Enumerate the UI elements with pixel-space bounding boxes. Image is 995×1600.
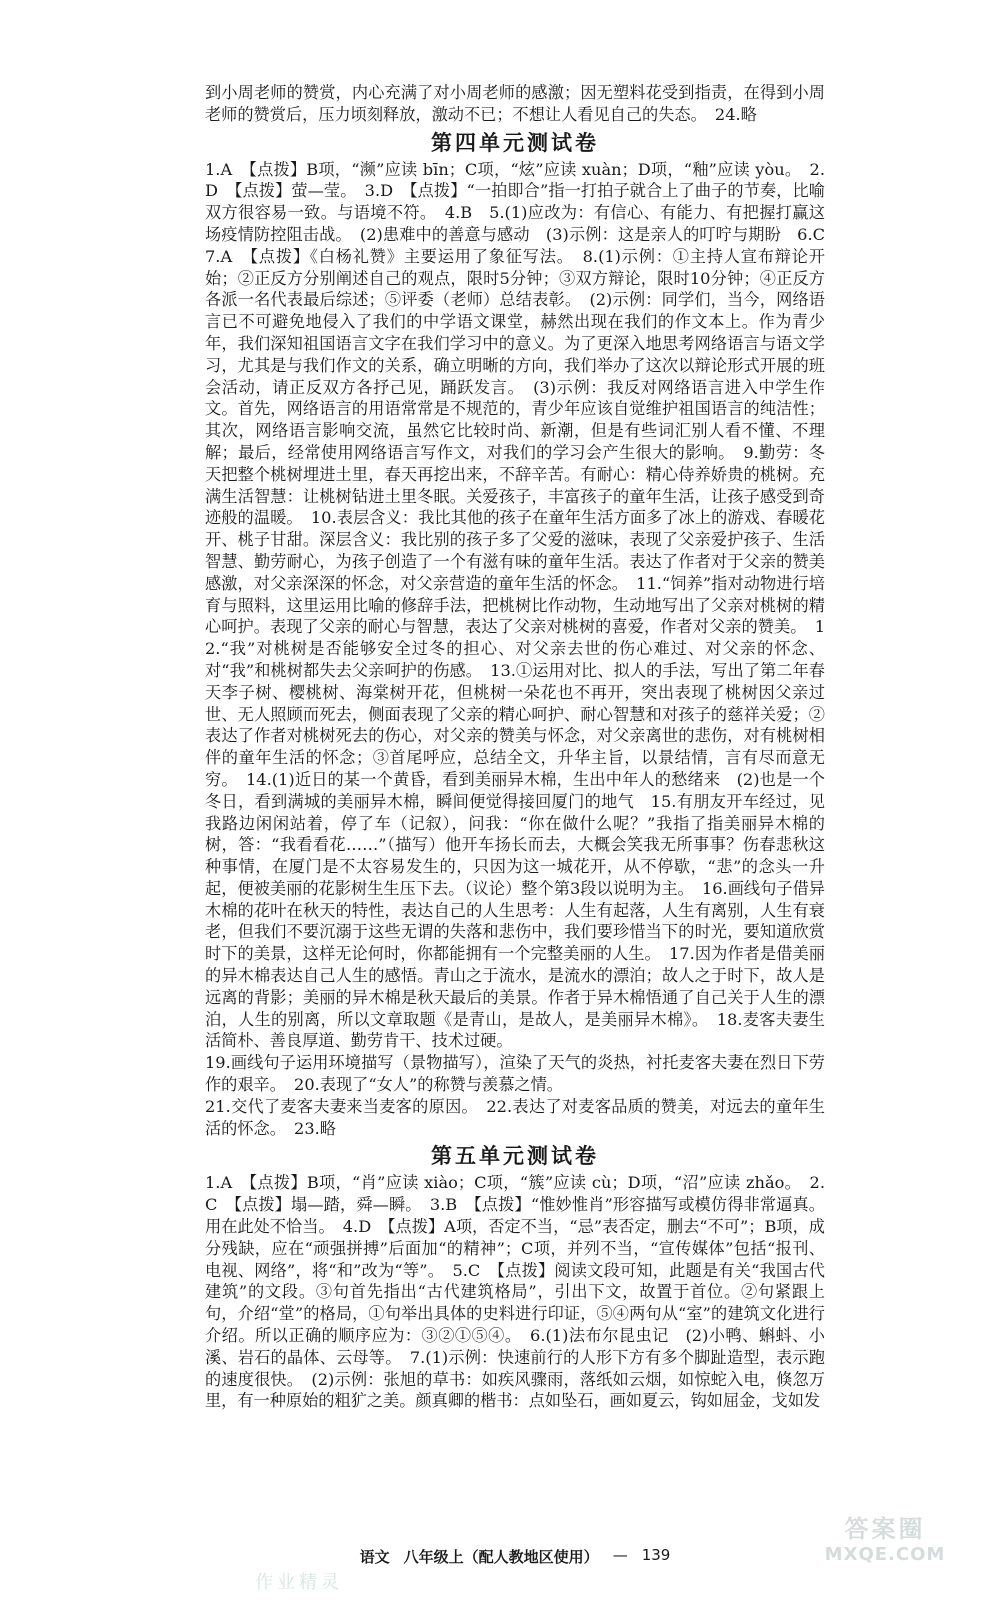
page-footer [205,1546,825,1567]
watermark-logo [815,1516,955,1572]
page-number: 139 [641,1546,671,1564]
unit4-answers-2: 19.画线句子运用环境描写（景物描写），渲染了天气的炎热，衬托麦客夫妻在烈日下劳作的艰辛。 20.表现了“女人”的称赞与羡慕之情。 [205,1053,825,1095]
unit4-title: 第四单元测试卷 [431,129,599,155]
answer-page [205,82,842,1412]
unit4-answers-3: 21.交代了麦客夫妻来当麦客的原因。 22.表达了对麦客品质的赞美，对远去的童年生活的怀念。 23.略 [205,1096,825,1138]
watermark-logo-top: 答案圈 [844,1515,926,1543]
footer-grade: 八年级上（配人教地区使用） [403,1548,599,1566]
unit5-answers: 1.A 【点拨】B项，“肖”应读 xiào；C项，“簇”应读 cù；D项，“沼”应读 zhǎo。 2.C 【点拨】塌—踏，舜—瞬。 3.B 【点拨】“惟妙惟肖”形容描写或模仿得非常逼真。用在此处不恰当。 4.D 【点拨】A项，否定不当，“忌”表否定，删去“不可”；B项，成分残缺，应在“顽强拼搏”后面加“的精神”；C项，并列不当，“宣传媒体”包括“报刊、电视、网络”，将“和”改为“等”。 5.C 【点拨】阅读文段可知，此题是有关“我国古代建筑”的文段。③句首先指出“古代建筑格局”，引出下文，故置于首位。②句紧跟上句，介绍“堂”的格局，①句举出具体的史料进行印证，⑤④两句从“室”的建筑文化进行介绍。所以正确的顺序应为：③②①⑤④。 6.(1)法布尔昆虫记 (2)小鸭、蝌蚪、小溪、岩石的晶体、云母等。 7.(1)示例：快速前行的人形下方有多个脚趾造型，表示跑的速度很快。 (2)示例：张旭的草书：如疾风骤雨，落纸如云烟，如惊蛇入电，倏忽万里，有一种原始的粗犷之美。颜真卿的楷书：点如坠石，画如夏云，钩如屈金，戈如发 [205,1173,825,1411]
footer-subject: 语文 [359,1548,390,1566]
unit5-title: 第五单元测试卷 [431,1143,599,1169]
unit4-answers: 1.A 【点拨】B项，“濒”应读 bīn；C项，“炫”应读 xuàn；D项，“釉”应读 yòu。 2.D 【点拨】萤—莹。 3.D 【点拨】“一拍即合”指一打拍子就合上了曲子的节奏，比喻双方很容易一致。与语境不符。 4.B 5.(1)应改为：有信心、有能力、有把握打赢这场疫情防控阻击战。 (2)患难中的善意与感动 (3)示例：这是亲人的叮咛与期盼 6.C 7.A 【点拨】《白杨礼赞》主要运用了象征写法。 8.(1)示例：①主持人宣布辩论开始；②正反方分别阐述自己的观点，限时5分钟；③双方辩论，限时10分钟；④正反方各派一名代表最后综述；⑤评委（老师）总结表彰。 (2)示例：同学们，当今，网络语言已不可避免地侵入了我们的中学语文课堂，赫然出现在我们的作文本上。作为青少年，我们深知祖国语言文字在我们学习中的意义。为了更深入地思考网络语言与语文学习，尤其是与我们作文的关系，确立明晰的方向，我们举办了这次以辩论形式开展的班会活动，请正反双方各抒己见，踊跃发言。 (3)示例：我反对网络语言进入中学生作文。首先，网络语言的用语常常是不规范的，青少年应该自觉维护祖国语言的纯洁性；其次，网络语言影响交流，虽然它比较时尚、新潮，但是有些词汇别人看不懂、不理解；最后，经常使用网络语言写作文，对我们的学习会产生很大的影响。 9.勤劳：冬天把整个桃树埋进土里，春天再挖出来，不辞辛苦。有耐心：精心侍养娇贵的桃树。充满生活智慧：让桃树钻进土里冬眠。关爱孩子，丰富孩子的童年生活，让孩子感受到奇迹般的温暖。 10.表层含义：我比其他的孩子在童年生活方面多了冰上的游戏、春暖花开、桃子甘甜。深层含义：我比别的孩子多了父爱的滋味，表现了父亲爱护孩子、生活智慧、勤劳耐心，为孩子创造了一个有滋有味的童年生活。表达了作者对于父亲的赞美感激，对父亲深深的怀念，对父亲营造的童年生活的怀念。 11.“饲养”指对动物进行培育与照料，这里运用比喻的修辞手法，把桃树比作动物，生动地写出了父亲对桃树的精心呵护。表现了父亲的耐心与智慧，表达了父亲对桃树的喜爱，作者对父亲的赞美。 12.“我”对桃树是否能够安全过冬的担心、对父亲去世的伤心难过、对父亲的怀念、对“我”和桃树都失去父亲呵护的伤感。 13.①运用对比、拟人的手法，写出了第二年春天李子树、樱桃树、海棠树开花，但桃树一朵花也不再开，突出表现了桃树因父亲过世、无人照顾而死去，侧面表现了父亲的精心呵护、耐心智慧和对孩子的慈祥关爱；②表达了作者对桃树死去的伤心，对父亲的赞美与怀念，对父亲离世的悲伤，对有桃树相伴的童年生活的怀念；③首尾呼应，总结全文，升华主旨，以景结情，言有尽而意无穷。 14.(1)近日的某一个黄昏，看到美丽异木棉，生出中年人的愁绪来 (2)也是一个冬日，看到满城的美丽异木棉，瞬间便觉得接回厦门的地气 15.有朋友开车经过，见我路边闲闲站着，停了车（记叙），问我：“你在做什么呢？”我指了指美丽异木棉的树，答：“我看看花……”（描写）他开车扬长而去，大概会笑我无所事事？伤春悲秋这种事情，在厦门是不太容易发生的，只因为这一城花开，从不停歇，“悲”的念头一升起，便被美丽的花影树生生压下去。（议论）整个第3段以说明为主。 16.画线句子借异木棉的花叶在秋天的特性，表达自己的人生思考：人生有起落，人生有离别，人生有衰老，但我们不要沉溺于这些无谓的失落和悲伤中，我们要珍惜当下的时光，要知道欣赏时下的美景，这样无论何时，你都能拥有一个完整美丽的人生。 17.因为作者是借美丽的异木棉表达自己人生的感悟。青山之于流水，是流水的漂泊；故人之于时下，故人是远离的背影；美丽的异木棉是秋天最后的美景。作者于异木棉悟通了自己关于人生的漂泊，人生的别离，所以文章取题《是青山，是故人，是美丽异木棉》。 18.麦客夫妻生活简朴、善良厚道、勤劳肯干、技术过硬。 [205,159,842,1051]
watermark-logo-bottom: MXQE.COM [824,1544,946,1565]
watermark-text: 作业精灵 [255,1572,343,1593]
footer-dash: — [612,1546,628,1564]
intro-paragraph: 到小周老师的赞赏，内心充满了对小周老师的感激；因无塑料花受到指责，在得到小周老师的赞赏后，压力顷刻释放，激动不已；不想让人看见自己的失态。 24.略 [205,83,825,124]
